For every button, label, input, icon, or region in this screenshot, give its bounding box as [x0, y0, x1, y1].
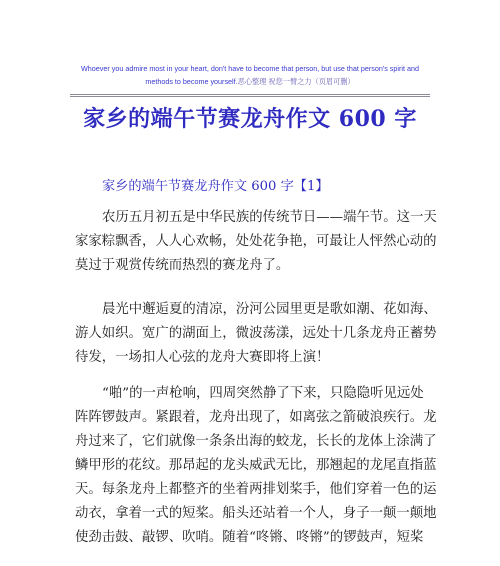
- paragraph-line: 阵阵锣鼓声。紧跟着，龙舟出现了，如离弦之箭破浪疾行。龙: [75, 410, 437, 425]
- header-divider-top: [70, 94, 430, 95]
- header-divider-bottom: [70, 96, 430, 97]
- paragraph-line: 农历五月初五是中华民族的传统节日——端午节。这一天: [102, 210, 437, 225]
- paragraph-2: [75, 298, 437, 370]
- paragraph-line: 家家粽飘香，人人心欢畅，处处花争艳，可最让人怦然心动的: [75, 234, 437, 249]
- paragraph-3: [75, 382, 437, 550]
- paragraph-line: 舟过来了，它们就像一条条出海的蛟龙，长长的龙体上涂满了: [75, 434, 437, 449]
- paragraph-line: “啪”的一声枪响，四周突然静了下来，只隐隐听见远处: [102, 386, 424, 401]
- paragraph-line: 游人如织。宽广的湖面上，微波荡漾，远处十几条龙舟正蓄势: [75, 326, 437, 341]
- header-note-english: methods to become yourself.: [145, 77, 238, 86]
- paragraph-line: 晨光中邂逅夏的清凉，汾河公园里更是歌如潮、花如海、: [102, 302, 437, 317]
- paragraph-line: 动衣，拿着一式的短桨。船头还站着一个人，身子一颠一颠地: [75, 506, 437, 521]
- document-title: 家乡的端午节赛龙舟作文 600 字: [83, 106, 417, 132]
- page-header-note: [70, 62, 430, 88]
- paragraph-line: 待发，一场扣人心弦的龙舟大赛即将上演！: [75, 350, 330, 365]
- header-note-line-1: Whoever you admire most in your heart, don't have to become that person, but use that person's spirit and: [81, 64, 419, 73]
- header-note-line-2: [70, 75, 430, 88]
- paragraph-line: 使劲击鼓、敲锣、吹哨。随着“咚锵、咚锵”的锣鼓声，短桨: [75, 530, 424, 545]
- section-heading: 家乡的端午节赛龙舟作文 600 字【1】: [102, 179, 329, 194]
- paragraph-line: 鳞甲形的花纹。那昂起的龙头威武无比，那翘起的龙尾直指蓝: [75, 458, 437, 473]
- header-note-chinese: 恶心整理 祝您一臂之力（页眉可删）: [237, 77, 355, 86]
- paragraph-line: 莫过于观赏传统而热烈的赛龙舟了。: [75, 258, 290, 273]
- paragraph-1: [75, 206, 437, 278]
- paragraph-line: 天。每条龙舟上都整齐的坐着两排划桨手，他们穿着一色的运: [75, 482, 437, 497]
